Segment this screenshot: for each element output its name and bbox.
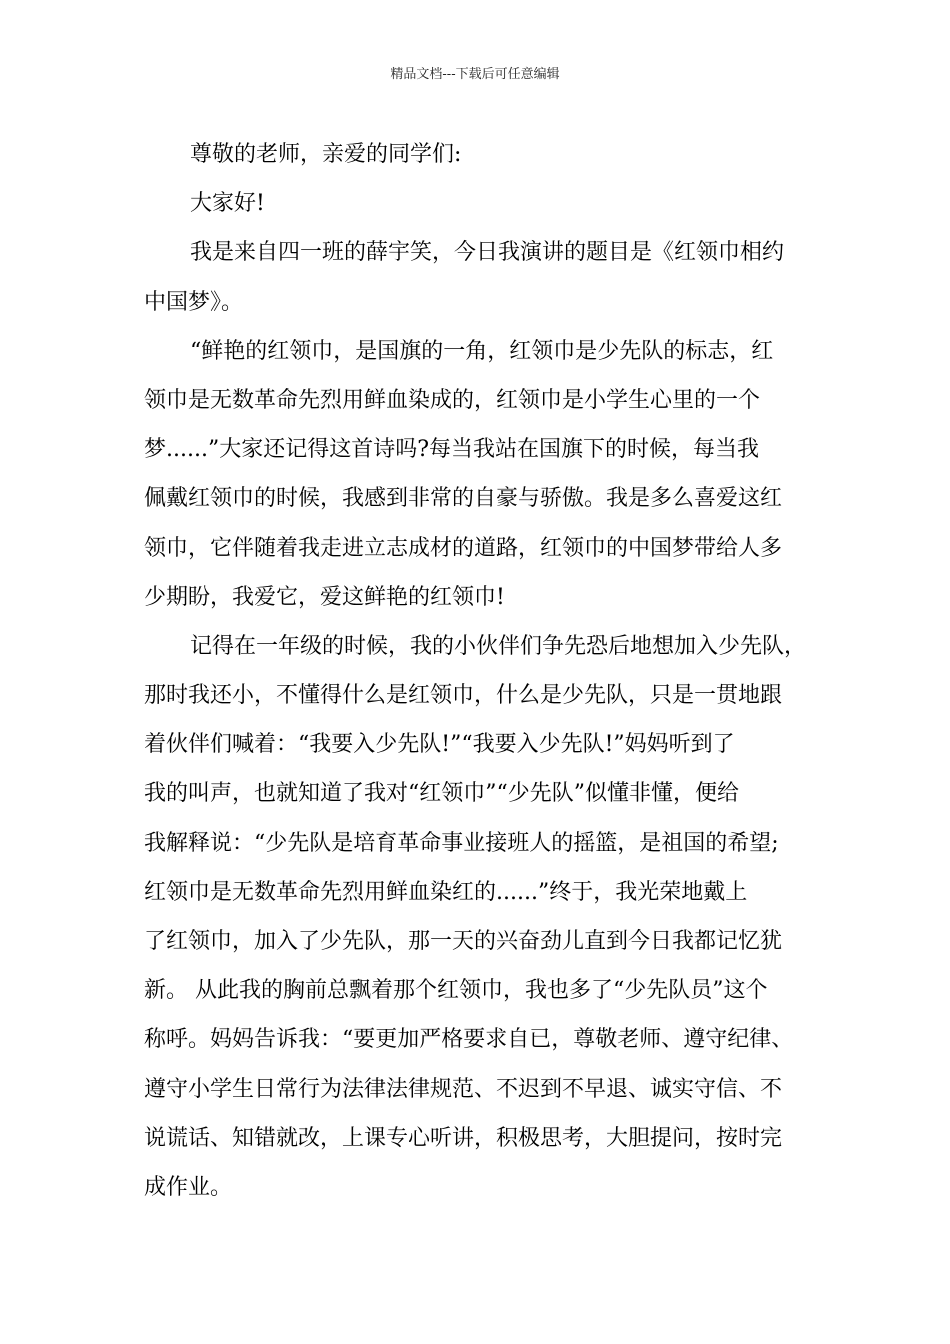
body-line: 遵守小学生日常行为法律法律规范、不迟到不早退、诚实守信、不: [144, 1076, 783, 1102]
body-line: 成作业。: [144, 1174, 233, 1200]
body-line: 着伙伴们喊着：“我要入少先队!”“我要入少先队!”妈妈听到了: [144, 732, 735, 758]
body-line: 我是来自四一班的薛宇笑，今日我演讲的题目是《红领巾相约: [190, 240, 785, 266]
body-line: 大家好!: [190, 191, 265, 217]
body-line: 红领巾是无数革命先烈用鲜血染红的......”终于，我光荣地戴上: [144, 879, 748, 905]
body-line: 我解释说：“少先队是培育革命事业接班人的摇篮，是祖国的希望;: [144, 830, 779, 856]
body-line: 少期盼，我爱它，爱这鲜艳的红领巾!: [144, 584, 505, 610]
body-line: “鲜艳的红领巾，是国旗的一角，红领巾是少先队的标志，红: [190, 338, 774, 364]
body-line: 尊敬的老师，亲爱的同学们:: [190, 142, 462, 167]
body-line: 领巾是无数革命先烈用鲜血染成的，红领巾是小学生心里的一个: [144, 387, 761, 413]
body-line: 佩戴红领巾的时候，我感到非常的自豪与骄傲。我是多么喜爱这红: [144, 486, 783, 512]
body-line: 新。 从此我的胸前总飘着那个红领巾，我也多了“少先队员”这个: [144, 978, 768, 1004]
body-line: 称呼。妈妈告诉我：“要更加严格要求自已，尊敬老师、遵守纪律、: [144, 1027, 794, 1053]
body-line: 中国梦》。: [144, 289, 244, 315]
body-line: 我的叫声，也就知道了我对“红领巾”“少先队”似懂非懂，便给: [144, 781, 739, 807]
body-line: 说谎话、知错就改，上课专心听讲，积极思考，大胆提问，按时完: [144, 1125, 783, 1151]
body-line: 梦......”大家还记得这首诗吗?每当我站在国旗下的时候，每当我: [144, 437, 760, 463]
document-body: [144, 130, 810, 1212]
body-line: 那时我还小，不懂得什么是红领巾，什么是少先队，只是一贯地跟: [144, 683, 783, 709]
body-line: 了红领巾，加入了少先队，那一天的兴奋劲儿直到今日我都记忆犹: [144, 929, 783, 954]
body-line: 记得在一年级的时候，我的小伙伴们争先恐后地想加入少先队，: [190, 633, 807, 659]
body-line: 领巾，它伴随着我走进立志成材的道路，红领巾的中国梦带给人多: [144, 535, 783, 561]
page-header: 精品文档---下载后可任意编辑: [390, 67, 560, 82]
